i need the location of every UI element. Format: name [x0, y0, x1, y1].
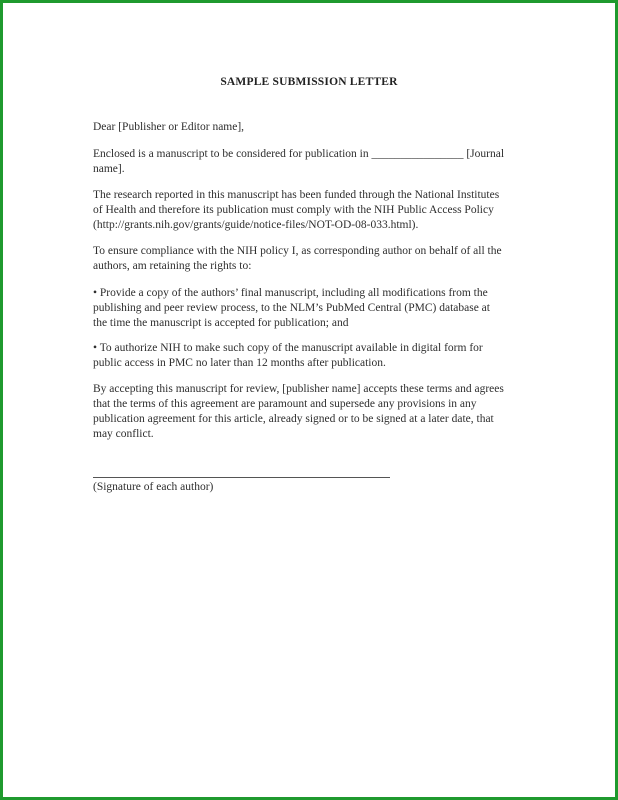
bullet-item-authorize-nih: [93, 341, 533, 371]
accepting-line: may conflict.: [93, 428, 154, 440]
bullet-line: publishing and peer review process, to the NLM’s PubMed Central (PMC) database at: [93, 302, 490, 314]
bullet-line: • Provide a copy of the authors’ final manuscript, including all modifications from the: [93, 287, 488, 299]
signature-line: [93, 477, 390, 478]
compliance-paragraph: [93, 244, 533, 274]
bullet-line: • To authorize NIH to make such copy of the manuscript available in digital form for: [93, 342, 483, 354]
enclosed-line: Enclosed is a manuscript to be considered for publication in ________________ [Journal: [93, 148, 505, 160]
research-paragraph: [93, 188, 533, 233]
research-line: (http://grants.nih.gov/grants/guide/notice-files/NOT-OD-08-033.html).: [93, 219, 419, 231]
bullet-item-pmc-copy: [93, 286, 533, 331]
bullet-line: public access in PMC no later than 12 months after publication.: [93, 357, 386, 369]
enclosed-line: name].: [93, 163, 125, 175]
enclosed-paragraph: [93, 147, 533, 177]
accepting-line: that the terms of this agreement are paramount and supersede any provisions in any: [93, 398, 477, 410]
compliance-line: authors, am retaining the rights to:: [93, 260, 252, 272]
document-title: SAMPLE SUBMISSION LETTER: [220, 76, 398, 88]
research-line: The research reported in this manuscript has been funded through the National Institutes: [93, 189, 500, 201]
bullet-line: the time the manuscript is accepted for publication; and: [93, 317, 349, 329]
signature-caption: (Signature of each author): [93, 481, 214, 493]
salutation: [93, 120, 533, 135]
compliance-line: To ensure compliance with the NIH policy I, as corresponding author on behalf of all the: [93, 245, 502, 257]
salutation-text: Dear [Publisher or Editor name],: [93, 121, 245, 133]
accepting-line: By accepting this manuscript for review, [publisher name] accepts these terms and agrees: [93, 383, 504, 395]
accepting-paragraph: [93, 382, 533, 442]
accepting-line: publication agreement for this article, already signed or to be signed at a later date, that: [93, 413, 494, 425]
research-line: of Health and therefore its publication must comply with the NIH Public Access Policy: [93, 204, 494, 216]
